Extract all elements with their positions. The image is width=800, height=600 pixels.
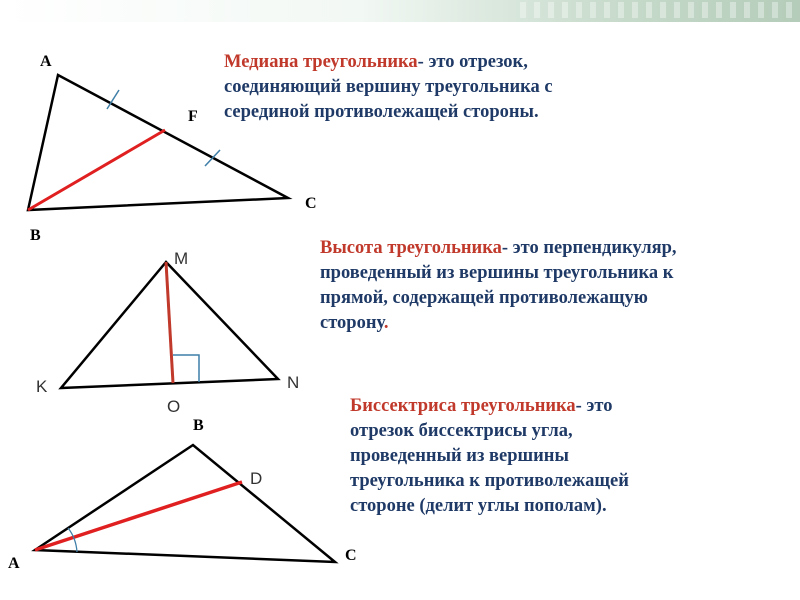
bisector-line4: треугольника к противолежащей — [350, 471, 629, 491]
vertex-label-k: K — [36, 377, 48, 396]
altitude-line3: прямой, содержащей противолежащую — [320, 288, 648, 308]
vertex-label-b: B — [30, 227, 41, 244]
bisector-triangle — [8, 417, 357, 572]
median-definition — [224, 50, 664, 125]
vertex-label-c: C — [345, 547, 357, 564]
altitude-line4-dot: . — [383, 313, 389, 333]
right-angle-mark — [173, 355, 199, 382]
altitude-line4: сторону — [320, 313, 384, 333]
bisector-line5: стороне (делит углы пополам). — [350, 496, 607, 516]
median-line1-rest: - это отрезок, — [417, 52, 528, 72]
median-line3: серединой противолежащей стороны. — [224, 102, 539, 122]
vertex-label-n: N — [287, 373, 300, 392]
vertex-label-m: M — [174, 249, 189, 268]
bisector-line3: проведенный из вершины — [350, 446, 569, 466]
altitude-definition — [320, 236, 790, 336]
vertex-label-a: A — [40, 53, 52, 70]
bisector-segment — [35, 482, 242, 550]
midpoint-label-f: F — [188, 108, 198, 125]
altitude-line2: проведенный из вершины треугольника к — [320, 263, 674, 283]
median-segment — [28, 130, 165, 210]
bisector-triangle-outline — [35, 445, 335, 562]
bisector-definition — [350, 394, 770, 519]
tick-mark-lower — [205, 150, 220, 166]
median-line2: соединяющий вершину треугольника с — [224, 77, 553, 97]
altitude-segment — [166, 262, 173, 383]
vertex-label-b: B — [193, 417, 204, 434]
altitude-triangle — [36, 249, 299, 416]
bisector-line1-rest: - это — [575, 396, 613, 416]
vertex-label-c: C — [305, 195, 317, 212]
bisector-term: Биссектриса треугольника — [350, 396, 576, 416]
bisector-line2: отрезок биссектрисы угла, — [350, 421, 573, 441]
point-label-d: D — [250, 469, 263, 488]
foot-label-o: O — [167, 397, 181, 416]
altitude-term: Высота треугольника — [320, 238, 502, 258]
vertex-label-a: A — [8, 555, 20, 572]
median-term: Медиана треугольника — [224, 52, 418, 72]
altitude-line1-rest: - это перпендикуляр, — [501, 238, 677, 258]
